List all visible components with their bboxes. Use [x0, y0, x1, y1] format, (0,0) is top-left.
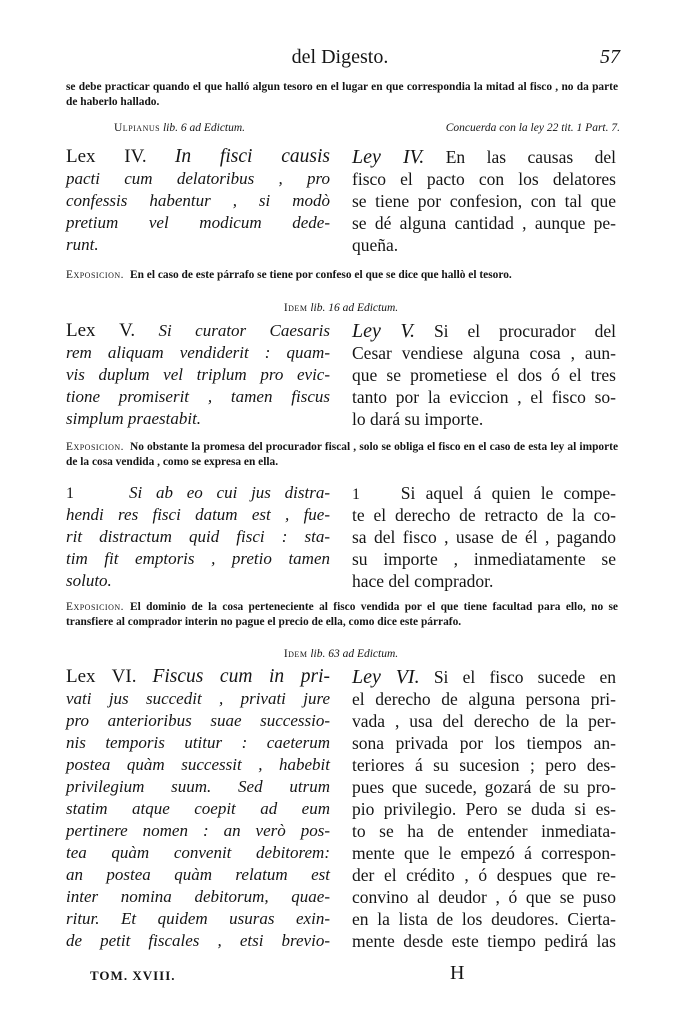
lex6-latin-head: Lex VI.: [66, 666, 137, 687]
intro-note: se debe practicar quando el que halló algun tesoro en el lugar en que correspondia la mitad al fisco , no da parte de haberlo hallado.: [66, 81, 618, 108]
latin-line: rit distractum quid fisci : sta-: [66, 527, 330, 546]
spanish-line: el derecho de alguna persona pri-: [352, 689, 616, 709]
latin-line: hendi res fisci datum est , fue-: [66, 505, 330, 524]
spanish-line: der el crédito , ó despues que re-: [352, 865, 616, 885]
spanish-line: [352, 482, 616, 504]
lex5-source: [0, 302, 682, 314]
spanish-line: pio privilegio. Pero se duda si es-: [352, 799, 616, 819]
lex4-latin: [66, 146, 330, 256]
lex6-spanish: [352, 666, 616, 952]
latin-line: tim fit emptoris , pretio tamen: [66, 549, 330, 568]
latin-line: [66, 146, 330, 168]
spanish-line: queña.: [352, 235, 399, 255]
latin-line: privilegium suum. Sed utrum: [66, 777, 330, 796]
exposicion-text: No obstante la promesa del procurador fiscal , solo se obliga el fisco en el caso de esta ley al importe de la cosa vendida , como se expresa en ella.: [66, 441, 618, 468]
latin-line: pertinere nomen : an verò pos-: [66, 821, 330, 840]
spanish-line: pues que sucede, gozará de su pro-: [352, 777, 616, 797]
latin-line: nis temporis utitur : caeterum: [66, 733, 330, 752]
exposicion-label: Exposicion.: [66, 601, 124, 613]
lex4-latin-head: Lex IV.: [66, 146, 147, 167]
lex5-spanish-head: Ley V.: [352, 320, 416, 342]
latin-line: de petit fiscales , etsi brevio-: [66, 931, 330, 950]
spanish-line-text: En las causas del: [445, 147, 617, 167]
exposicion-3: [66, 600, 618, 630]
exposicion-text: En el caso de este párrafo se tiene por confeso el que se dice que hallò el tesoro.: [129, 269, 512, 281]
section1-number-spanish: 1: [352, 486, 360, 503]
latin-line: an postea quàm relatum est: [66, 865, 330, 884]
latin-line: [66, 666, 330, 688]
latin-line: runt.: [66, 235, 99, 254]
latin-line-text: Si ab eo cui jus distra-: [129, 483, 330, 502]
lex4-spanish-head: Ley IV.: [352, 146, 425, 168]
spanish-line: vada , usa del derecho de la per-: [352, 711, 616, 731]
spanish-line: mente desde este tiempo pedirá las: [352, 931, 616, 951]
lex4-spanish: [352, 146, 616, 256]
exposicion-label: Exposicion.: [66, 441, 124, 453]
spanish-line: [352, 146, 616, 168]
latin-line: pacti cum delatoribus , pro: [66, 169, 330, 188]
latin-line: postea quàm successit , habebit: [66, 755, 330, 774]
spanish-line: te el derecho de retracto de la co-: [352, 505, 616, 525]
latin-line: tea quàm convenit debitorem:: [66, 843, 330, 862]
latin-line: [66, 320, 330, 342]
lex6-source-work: lib. 63 ad Edictum.: [310, 648, 399, 660]
exposicion-1: [66, 268, 618, 283]
latin-line: pretium vel modicum dede-: [66, 213, 330, 232]
latin-line: tione promiserit , tamen fiscus: [66, 387, 330, 406]
latin-line: ritur. Et quidem usuras exin-: [66, 909, 330, 928]
lex4-concordance: Concuerda con la ley 22 tit. 1 Part. 7.: [445, 122, 620, 134]
spanish-line: [352, 666, 616, 688]
exposicion-2: [66, 440, 618, 470]
running-head: [60, 46, 620, 74]
latin-line-text: Si curator Caesaris: [158, 321, 331, 340]
spanish-line: convino al deudor , ó que se puso: [352, 887, 616, 907]
lex5-latin-head: Lex V.: [66, 320, 136, 341]
spanish-line: se tiene por confesion, con tal que: [352, 191, 616, 211]
latin-line: simplum praestabit.: [66, 409, 202, 428]
spanish-line-text: Si aquel á quien le compe-: [400, 483, 616, 503]
latin-line: vis duplum vel triplum pro evic-: [66, 365, 330, 384]
spanish-line: sona privada por los tiempos an-: [352, 733, 616, 753]
spanish-line: sa del fisco , usase de él , pagando: [352, 527, 616, 547]
section1-spanish: [352, 482, 616, 592]
lex6-source: [0, 648, 682, 660]
lex5-source-author: Idem: [283, 302, 308, 314]
volume-mark: TOM. XVIII.: [90, 968, 176, 983]
spanish-line: fisco el pacto con los delatores: [352, 169, 616, 189]
spanish-line: teriores á su sucesion ; pero des-: [352, 755, 616, 775]
spanish-line: [352, 320, 616, 342]
latin-line: statim atque coepit ad eum: [66, 799, 330, 818]
exposicion-label: Exposicion.: [66, 269, 124, 281]
spanish-line: Cesar vendiese alguna cosa , aun-: [352, 343, 616, 363]
latin-line-text: In fisci causis: [174, 146, 330, 167]
spanish-line-text: Si el fisco sucede en: [433, 667, 617, 687]
signature-letter: H: [450, 962, 465, 984]
lex5-source-work: lib. 16 ad Edictum.: [310, 302, 399, 314]
latin-line: [66, 482, 330, 504]
spanish-line: hace del comprador.: [352, 571, 494, 591]
lex4-source-author: Ulpianus: [114, 122, 161, 134]
lex5-spanish: [352, 320, 616, 430]
latin-line: rem aliquam vendiderit : quam-: [66, 343, 330, 362]
spanish-line: que se prometiese el dos ó el tres: [352, 365, 616, 385]
spanish-line-text: Si el procurador del: [433, 321, 617, 341]
lex4-source: [114, 122, 245, 134]
spanish-line: se dé alguna cantidad , aunque pe-: [352, 213, 616, 233]
spanish-line: su importe , inmediatamente se: [352, 549, 616, 569]
spanish-line: tanto por la eviccion , el fisco so-: [352, 387, 616, 407]
section1-number-latin: 1: [66, 485, 74, 502]
latin-line: pro anterioribus suae successio-: [66, 711, 330, 730]
lex6-source-author: Idem: [283, 648, 308, 660]
latin-line: confessis habentur , si modò: [66, 191, 330, 210]
lex4-source-work: lib. 6 ad Edictum.: [162, 122, 246, 134]
lex6-latin: [66, 666, 330, 952]
latin-line-text: Fiscus cum in pri-: [152, 666, 331, 687]
lex5-latin: [66, 320, 330, 430]
page-number: 57: [600, 46, 620, 68]
lex6-spanish-head: Ley VI.: [352, 666, 420, 688]
spanish-line: mente que le empezó á correspon-: [352, 843, 616, 863]
spanish-line: lo dará su importe.: [352, 409, 484, 429]
spanish-line: en la lista de los deudores. Cierta-: [352, 909, 616, 929]
latin-line: vati jus succedit , privati jure: [66, 689, 330, 708]
running-title: del Digesto.: [291, 46, 389, 68]
section1-latin: [66, 482, 330, 592]
latin-line: inter nomina debitorum, quae-: [66, 887, 330, 906]
spanish-line: to se ha de entender inmediata-: [352, 821, 616, 841]
latin-line: soluto.: [66, 571, 112, 590]
exposicion-text: El dominio de la cosa perteneciente al fisco vendida por el que tiene facultad para ello, no se transfiere al comprador interin no pague el precio de ella, como dice este párrafo.: [66, 601, 618, 628]
